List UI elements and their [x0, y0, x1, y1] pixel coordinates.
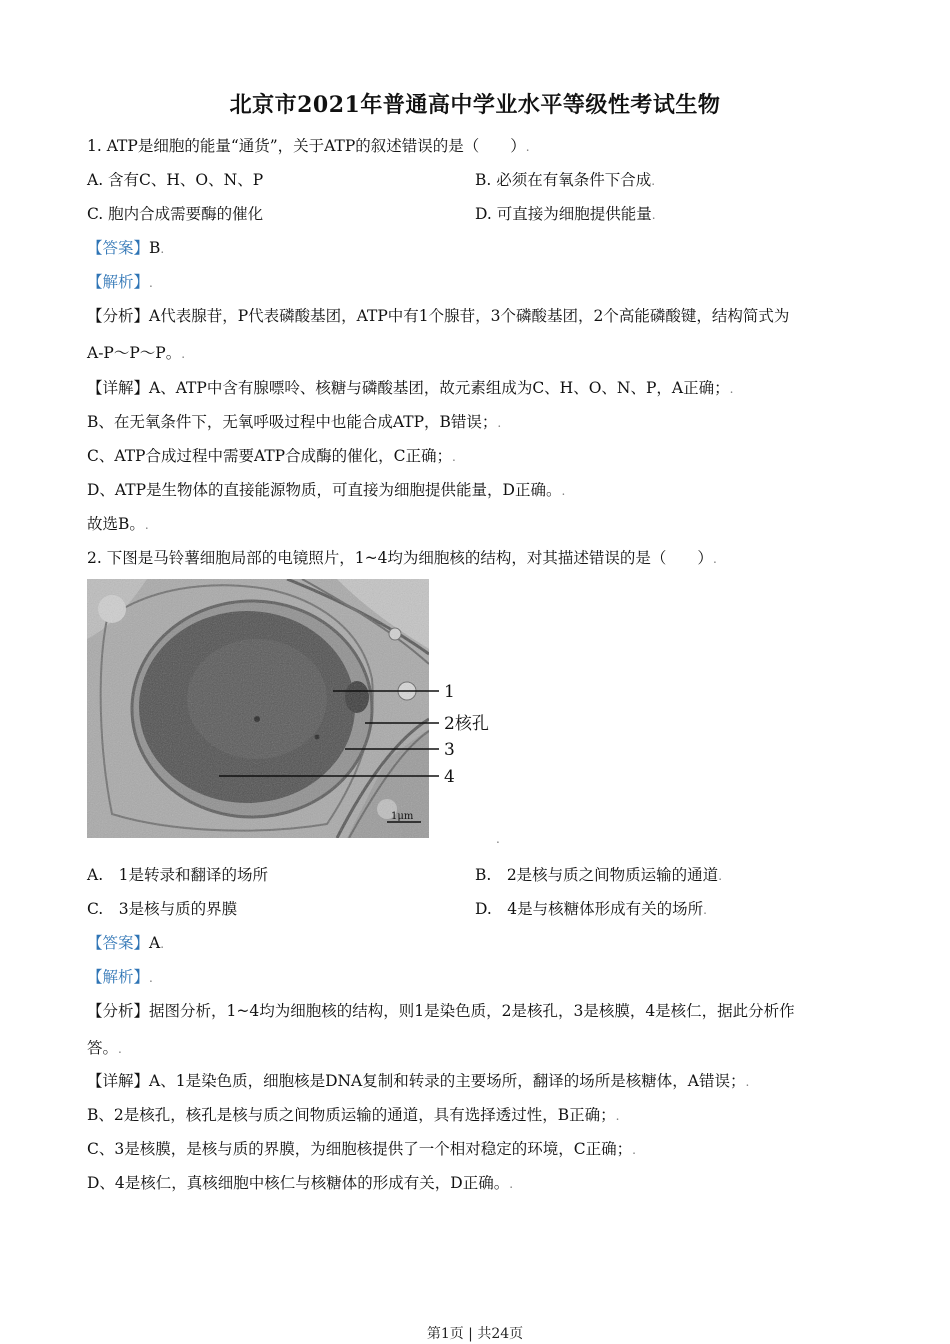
page-footer: 第1页 | 共24页 [426, 1326, 524, 1342]
q2-option-c: C. 3是核与质的界膜 [87, 900, 238, 918]
q1-option-d: D. 可直接为细胞提供能量. [475, 205, 656, 223]
nucleus-figure [87, 579, 507, 841]
q2-detail-b: B、2是核孔，核孔是核与质之间物质运输的通道，具有选择透过性，B正确；. [87, 1106, 620, 1124]
figure-label-3: 3 [444, 740, 455, 760]
figure-label-2: 2核孔 [444, 714, 489, 734]
q1-conclusion: 故选B。. [87, 515, 149, 533]
q2-stem: 2. 下图是马铃薯细胞局部的电镜照片，1~4均为细胞核的结构，对其描述错误的是（ ）. [87, 549, 717, 567]
figure-label-4: 4 [444, 767, 455, 787]
figure-trailing-dot: . [496, 832, 500, 846]
q1-detail-c: C、ATP合成过程中需要ATP合成酶的催化，C正确；. [87, 447, 456, 465]
q1-fenxi-cont: A-P～P～P。. [87, 344, 186, 362]
q2-detail-a: 【详解】A、1是染色质，细胞核是DNA复制和转录的主要场所，翻译的场所是核糖体，A错误；. [87, 1072, 750, 1090]
q2-option-b: B. 2是核与质之间物质运输的通道. [475, 866, 723, 884]
q2-option-d: D. 4是与核糖体形成有关的场所. [475, 900, 707, 918]
q2-fenxi: 【分析】据图分析，1~4均为细胞核的结构，则1是染色质，2是核孔，3是核膜，4是核仁，据此分析作 [87, 1002, 795, 1020]
q1-detail-a: 【详解】A、ATP中含有腺嘌呤、核糖与磷酸基团，故元素组成为C、H、O、N、P，A正确；. [87, 379, 734, 397]
figure-label-1: 1 [444, 682, 455, 702]
q2-detail-d: D、4是核仁，真核细胞中核仁与核糖体的形成有关，D正确。. [87, 1174, 514, 1192]
q1-option-a: A. 含有C、H、O、N、P [87, 171, 264, 189]
q2-answer: 【答案】A. [87, 934, 165, 952]
q1-detail-b: B、在无氧条件下，无氧呼吸过程中也能合成ATP，B错误；. [87, 413, 502, 431]
q1-answer: 【答案】B. [87, 239, 165, 257]
q1-option-b: B. 必须在有氧条件下合成. [475, 171, 656, 189]
q1-analysis-heading: 【解析】. [87, 273, 153, 291]
q2-option-a: A. 1是转录和翻译的场所 [87, 866, 268, 884]
q1-fenxi: 【分析】A代表腺苷，P代表磷酸基团，ATP中有1个腺苷，3个磷酸基团，2个高能磷酸键，结构简式为 [87, 307, 790, 325]
q1-detail-d: D、ATP是生物体的直接能源物质，可直接为细胞提供能量，D正确。. [87, 481, 566, 499]
page-title: 北京市2021年普通高中学业水平等级性考试生物 [229, 92, 721, 118]
q1-option-c: C. 胞内合成需要酶的催化 [87, 205, 264, 223]
q1-stem: 1. ATP是细胞的能量“通货”，关于ATP的叙述错误的是（ ）. [87, 137, 530, 155]
q2-fenxi-cont: 答。. [87, 1039, 122, 1057]
q2-detail-c: C、3是核膜，是核与质的界膜，为细胞核提供了一个相对稳定的环境，C正确；. [87, 1140, 636, 1158]
scale-bar-label: 1μm [391, 811, 414, 822]
q2-analysis-heading: 【解析】. [87, 968, 153, 986]
